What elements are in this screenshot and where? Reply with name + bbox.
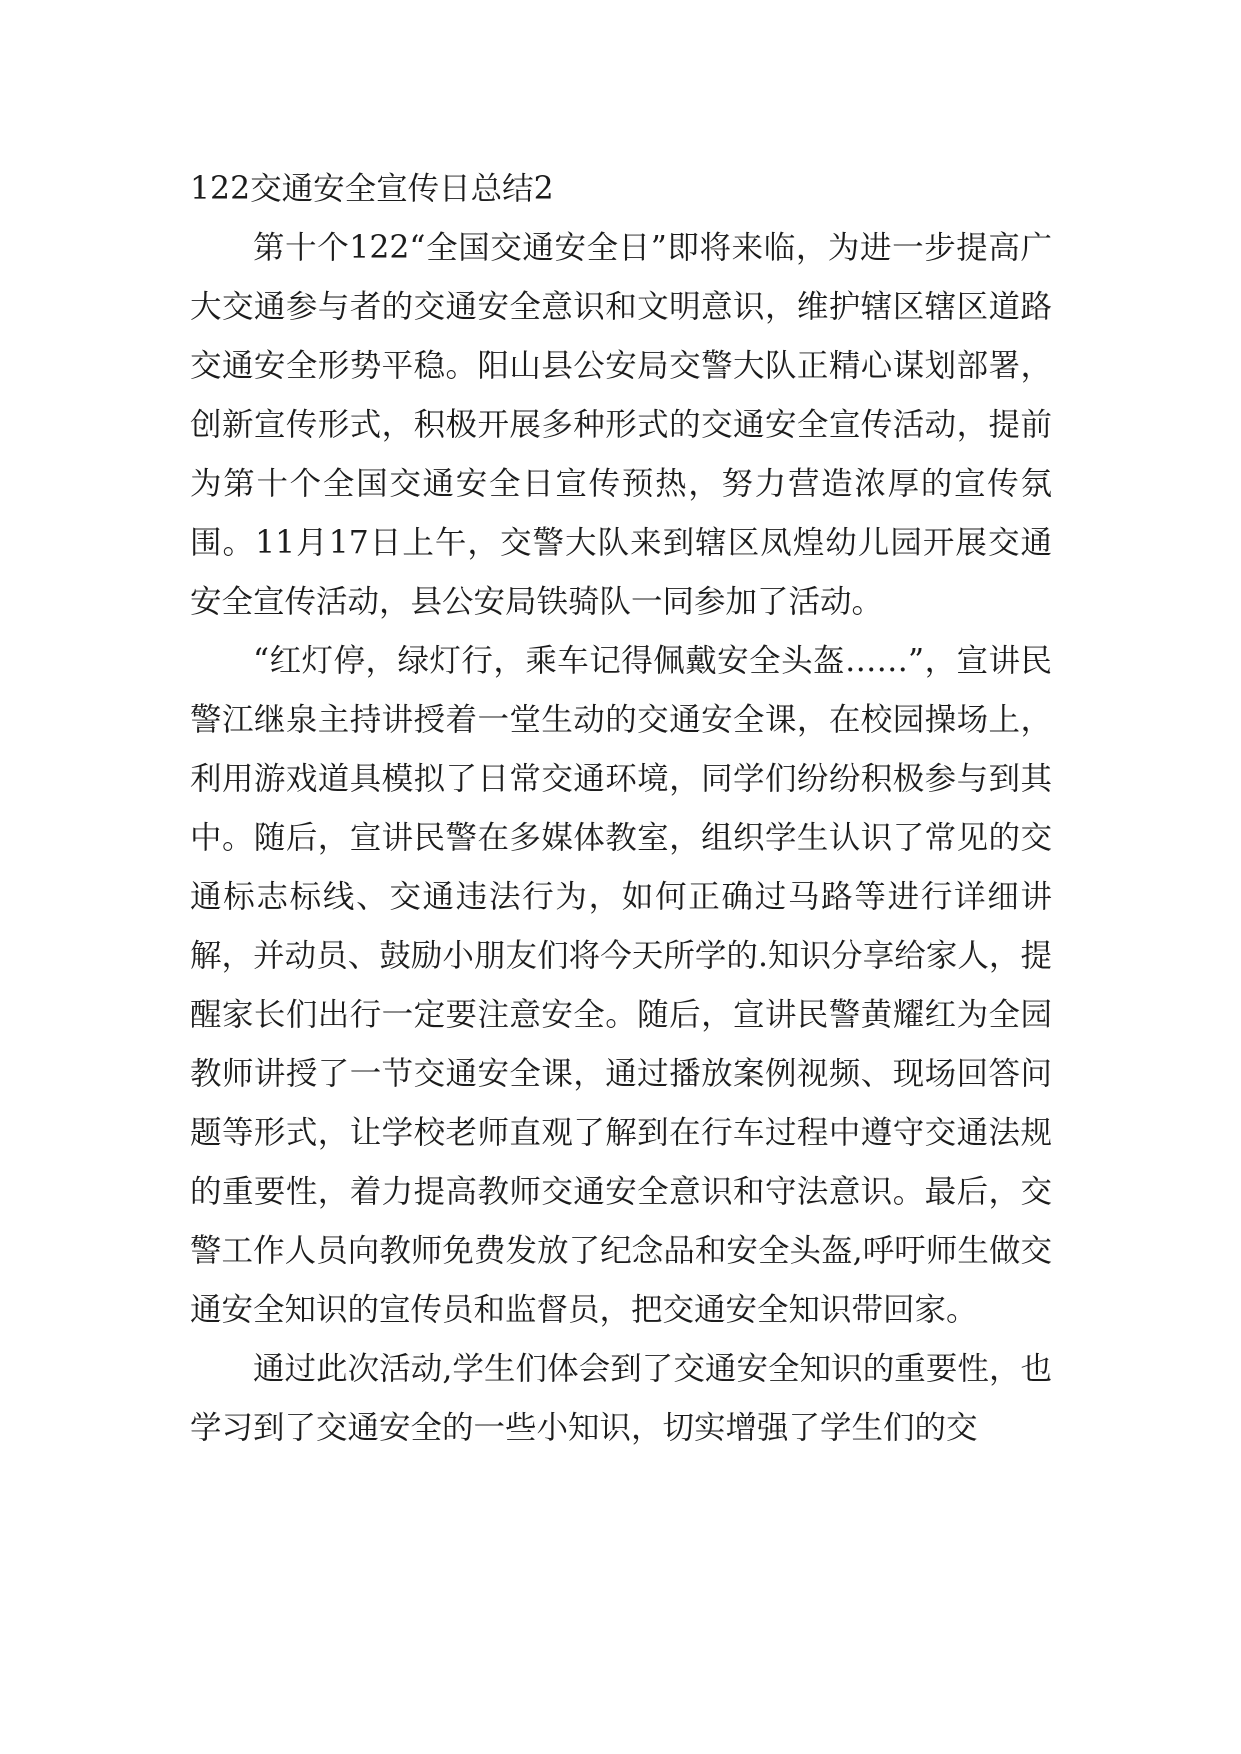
- document-title: 122交通安全宣传日总结2: [190, 171, 554, 207]
- paragraph-intro: 第十个122“全国交通安全日”即将来临，为进一步提高广大交通参与者的交通安全意识和文明意识，维护辖区辖区道路交通安全形势平稳。阳山县公安局交警大队正精心谋划部署，创新宣传形式，积极开展多种形式的交通安全宣传活动，提前为第十个全国交通安全日宣传预热，努力营造浓厚的宣传氛围。11月17日上午，交警大队来到辖区凤煌幼儿园开展交通安全宣传活动，县公安局铁骑队一同参加了活动。: [190, 230, 1052, 620]
- document-body: [190, 160, 1052, 1458]
- paragraph-activity: “红灯停，绿灯行，乘车记得佩戴安全头盔……”，宣讲民警江继泉主持讲授着一堂生动的交通安全课，在校园操场上，利用游戏道具模拟了日常交通环境，同学们纷纷积极参与到其中。随后，宣讲民警在多媒体教室，组织学生认识了常见的交通标志标线、交通违法行为，如何正确过马路等进行详细讲解，并动员、鼓励小朋友们将今天所学的.知识分享给家人，提醒家长们出行一定要注意安全。随后，宣讲民警黄耀红为全园教师讲授了一节交通安全课，通过播放案例视频、现场回答问题等形式，让学校老师直观了解到在行车过程中遵守交通法规的重要性，着力提高教师交通安全意识和守法意识。最后，交警工作人员向教师免费发放了纪念品和安全头盔,呼吁师生做交通安全知识的宣传员和监督员，把交通安全知识带回家。: [190, 643, 1052, 1328]
- paragraph-conclusion: 通过此次活动,学生们体会到了交通安全知识的重要性，也学习到了交通安全的一些小知识，切实增强了学生们的交: [190, 1351, 1052, 1446]
